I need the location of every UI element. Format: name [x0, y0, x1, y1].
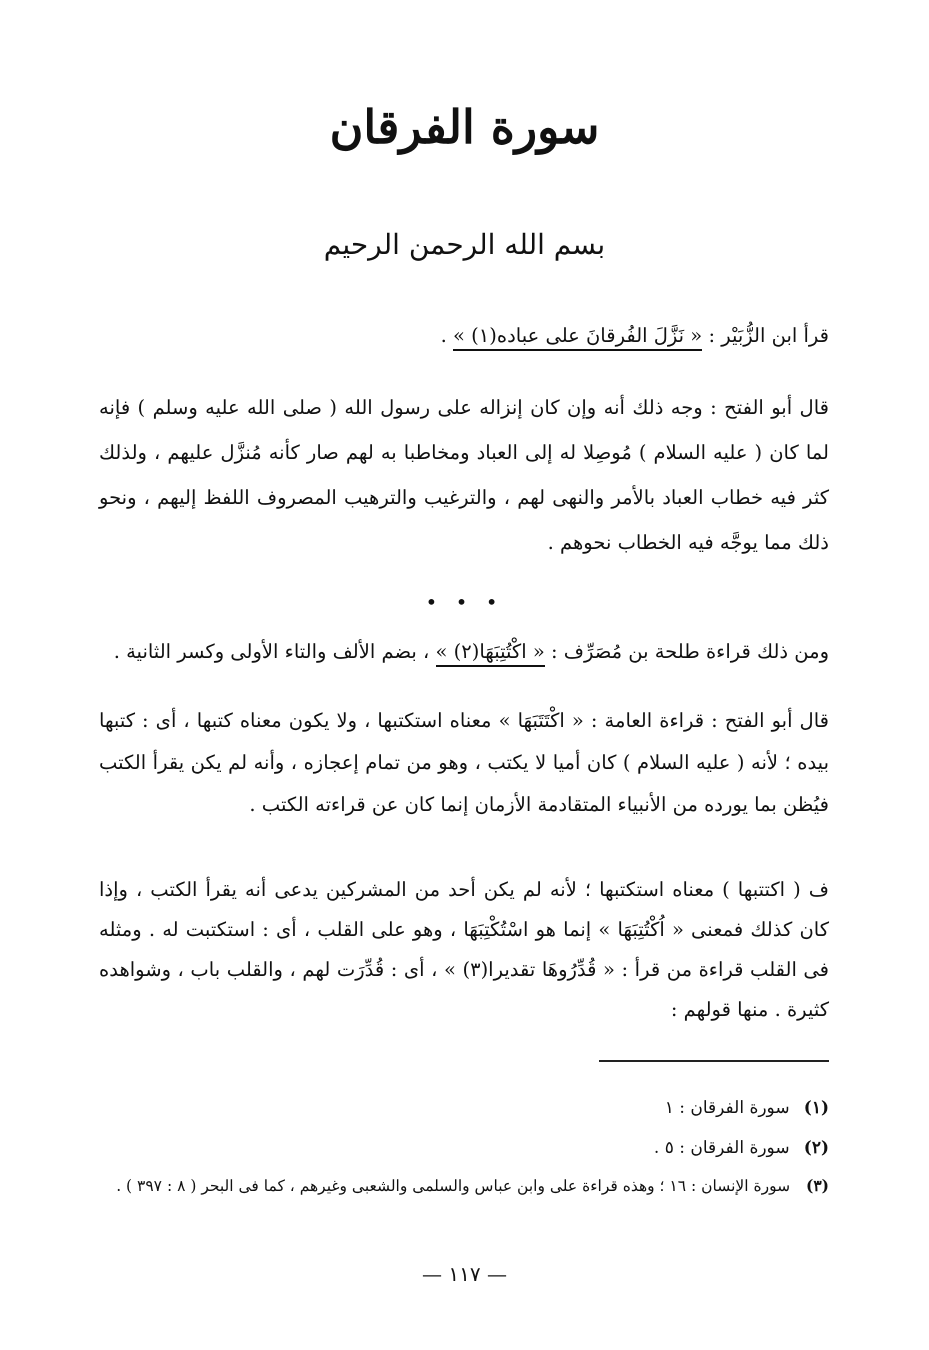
reading-line-1	[99, 324, 829, 347]
footnote-1	[99, 1095, 829, 1121]
footnote-divider	[599, 1060, 829, 1062]
section-separator: • • •	[425, 590, 504, 614]
surah-title: سورة الفرقان	[329, 100, 600, 154]
reading-1-prefix: قرأ ابن الزُّبَيْر :	[702, 324, 829, 347]
commentary-1-text: قال أبو الفتح : وجه ذلك أنه وإن كان إنزاله على رسول الله ( صلى الله عليه وسلم ) فإنه لما كان ( عليه السلام ) مُوصِلا له إلى العباد ومخاطبا به لهم صار كأنه مُنزَّل عليهم ، ولذلك كثر فيه خطاب العباد بالأمر والنهى لهم ، والترغيب والترهيب المصروف اللفظ إليهم ، ونحو ذلك مما يوجَّه فيه الخطاب نحوهم .	[99, 396, 829, 554]
footnote-2	[99, 1135, 829, 1161]
page-number: — ١١٧ —	[422, 1262, 507, 1286]
commentary-paragraph-1	[99, 385, 829, 565]
reading-2-quote: « اكْتُتِبَهَا(٢) »	[436, 640, 545, 667]
commentary-paragraph-2	[99, 700, 829, 826]
reading-2-prefix: ومن ذلك قراءة طلحة بن مُصَرِّف :	[544, 640, 829, 663]
footnote-2-text: سورة الفرقان : ٥ .	[653, 1138, 790, 1158]
reading-2-suffix: ، بضم الألف والتاء الأولى وكسر الثانية .	[113, 640, 436, 663]
footnote-2-number: (٢)	[803, 1138, 829, 1158]
reading-1-suffix: .	[440, 324, 454, 347]
footnote-3-text: سورة الإنسان : ١٦ ؛ وهذه قراءة على وابن عباس والسلمى والشعبى وغيرهم ، كما فى البحر ( ٨ : ٣٩٧ ) .	[116, 1177, 791, 1195]
commentary-3-text: ف ( اكتتبها ) معناه استكتبها ؛ لأنه لم يكن أحد من المشركين يدعى أنه يقرأ الكتب ، وإذا كان كذلك فمعنى « اُكْتُتِبَهَا » إنما هو اسْتُكْتِبَهَا ، وهو على القلب ، أى : استكتبت له . ومثله فى القلب قراءة من قرأ : « قُدِّرُوهَا تقديرا(٣) » ، أى : قُدِّرَت لهم ، والقلب باب ، وشواهده كثيرة . منها قولهم :	[99, 878, 830, 1021]
footnote-3-number: (٣)	[805, 1176, 829, 1195]
footnotes	[99, 1095, 829, 1211]
reading-1-quote: « نَزَّلَ الفُرقانَ على عباده(١) »	[453, 324, 702, 351]
reading-line-2	[99, 640, 829, 663]
commentary-paragraph-3	[99, 870, 829, 1030]
footnote-3	[99, 1175, 829, 1197]
footnote-1-text: سورة الفرقان : ١	[664, 1098, 790, 1118]
commentary-2-text: قال أبو الفتح : قراءة العامة : « اكْتَتَبَهَا » معناه استكتبها ، ولا يكون معناه كتبها ، أى : كتبها بيده ؛ لأنه ( عليه السلام ) كان أميا لا يكتب ، وهو من تمام إعجازه ، وأنه لم يكن يقرأ الكتب فيُظن بما يورده من الأنبياء المتقادمة الأزمان إنما كان عن قراءته الكتب .	[99, 709, 829, 816]
basmala-heading: بسم الله الرحمن الرحيم	[323, 228, 606, 261]
footnote-1-number: (١)	[803, 1098, 829, 1118]
